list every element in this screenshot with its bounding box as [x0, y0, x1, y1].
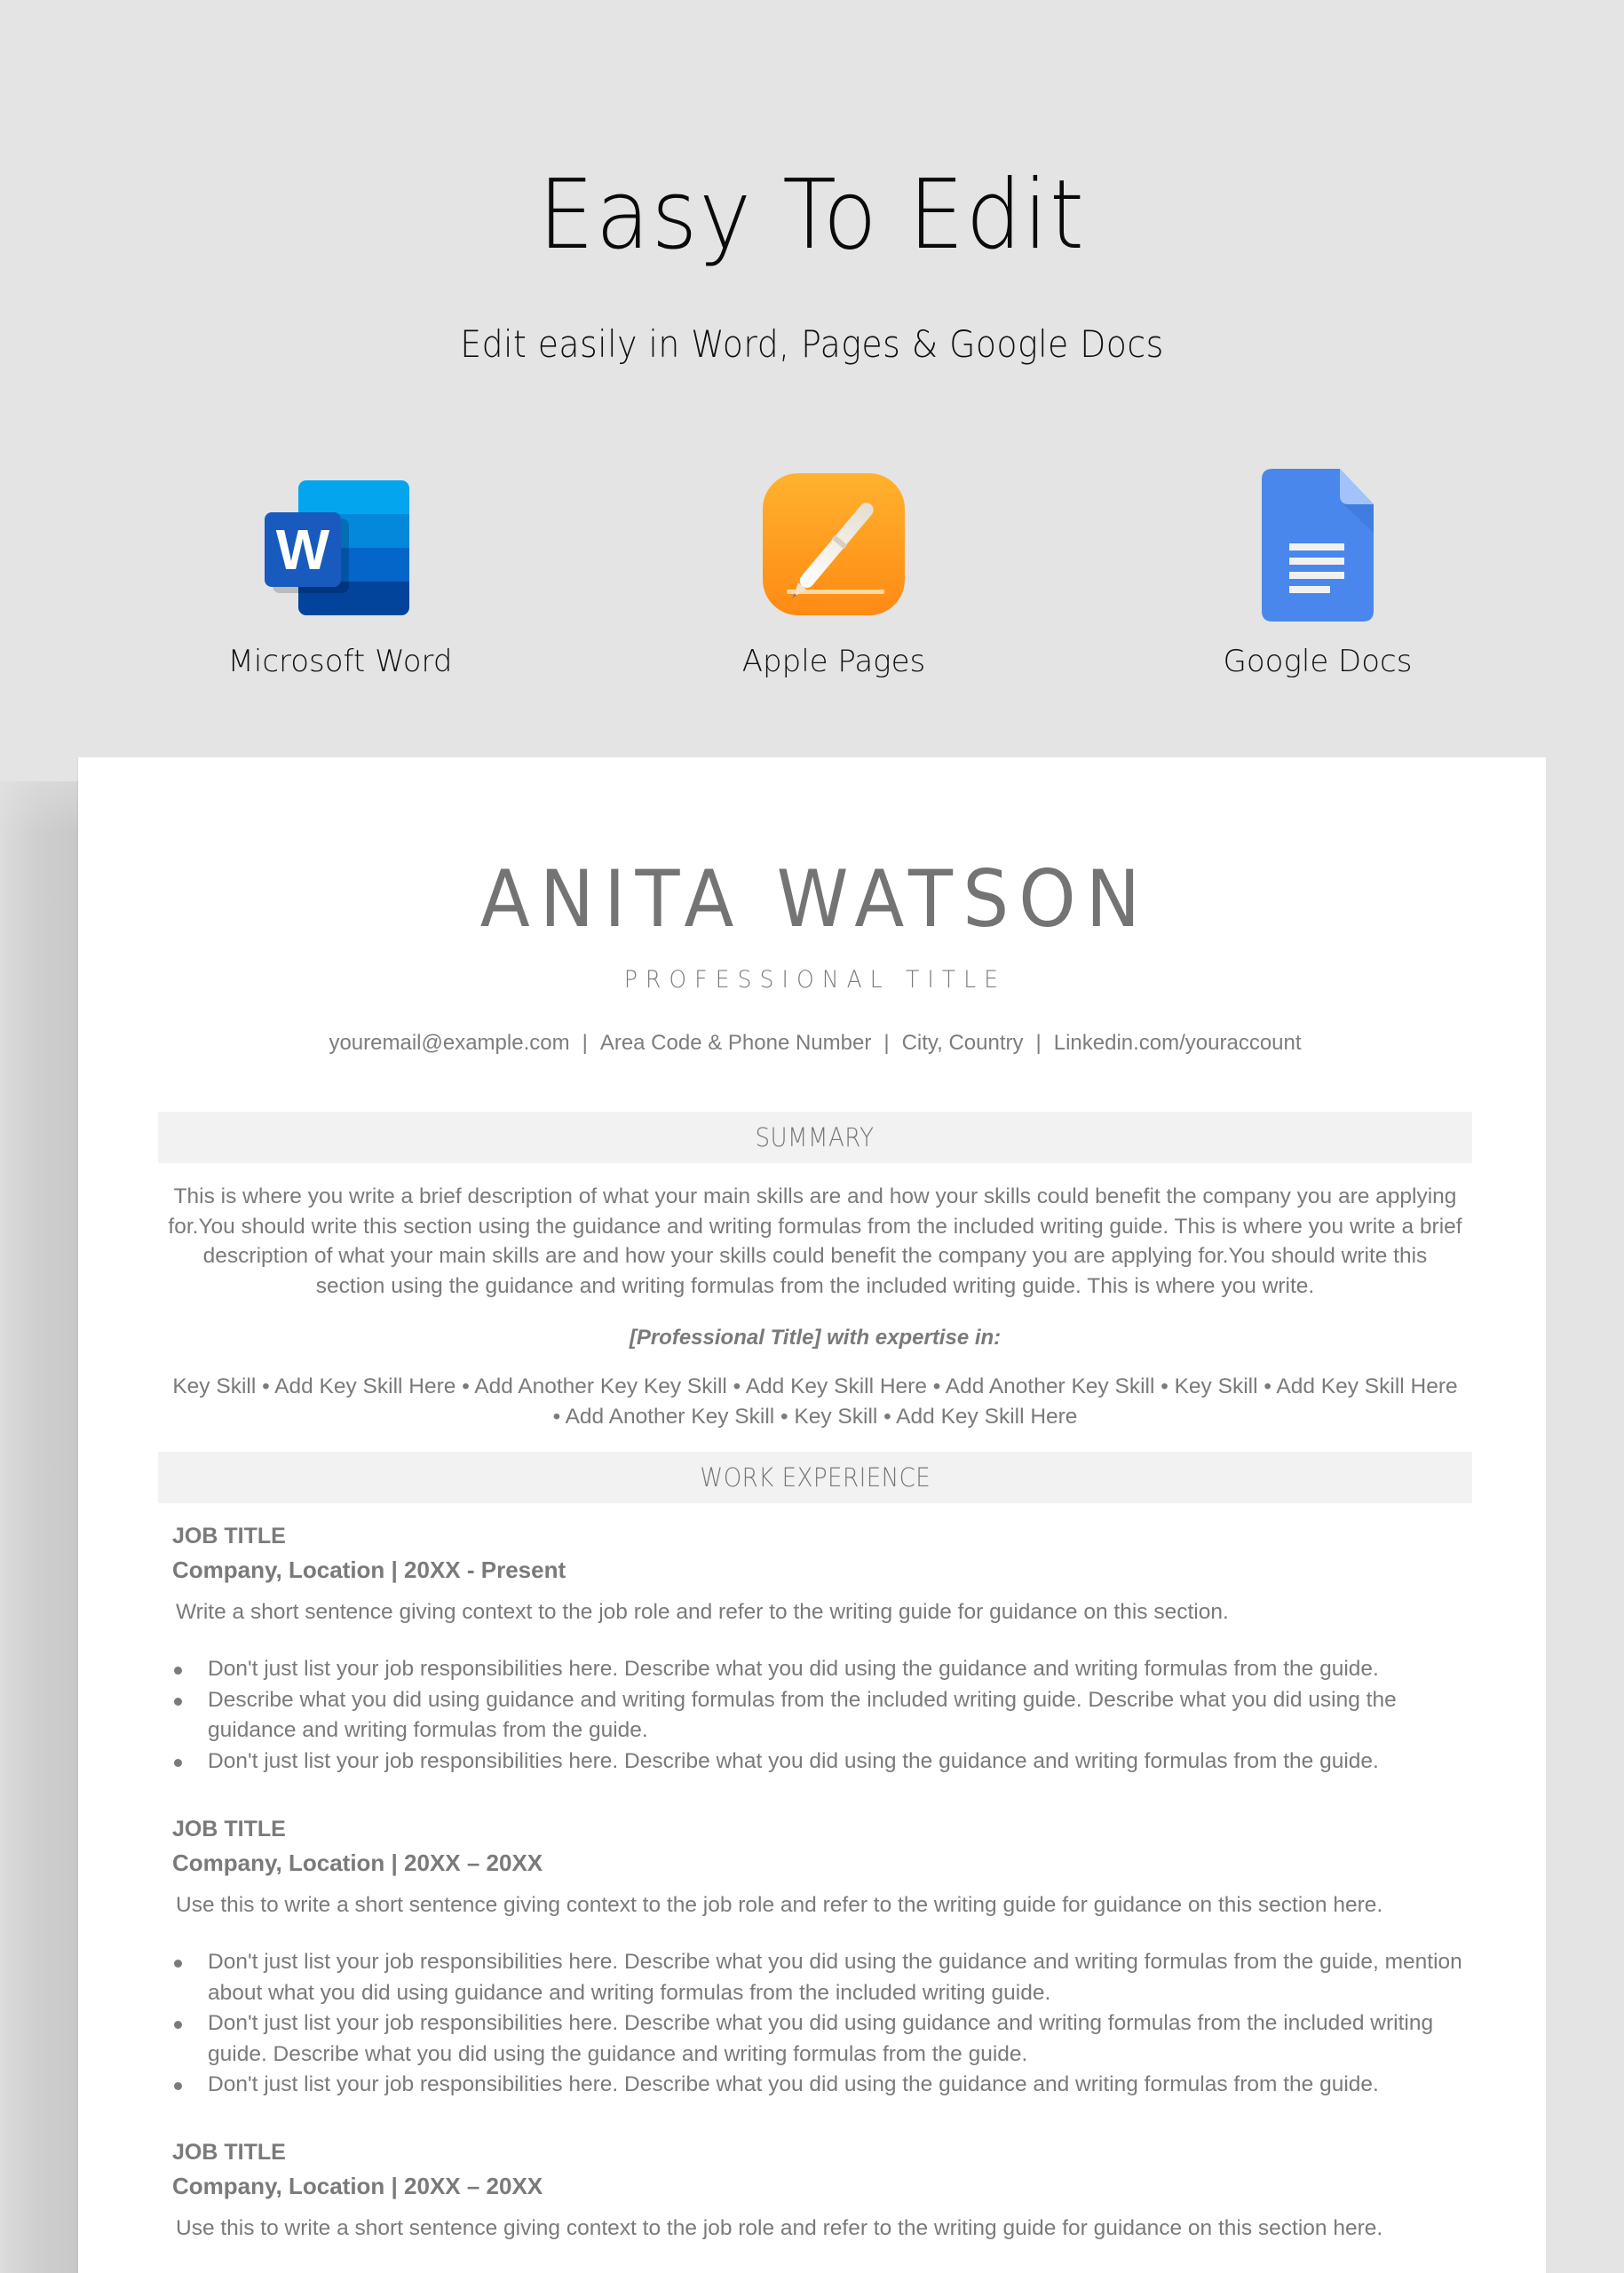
app-label: Microsoft Word — [227, 644, 453, 679]
expertise-label: [Professional Title] with expertise in: — [629, 1326, 1002, 1350]
paper-shadow — [0, 781, 89, 2273]
contact-phone: Area Code & Phone Number — [599, 1031, 872, 1055]
contact-location: City, Country — [901, 1031, 1024, 1055]
resume-page — [78, 757, 1546, 2273]
contact-email: youremail@example.com — [329, 1031, 570, 1055]
bullet-item: Don't just list your job responsibilities here. Describe what you did using the guidance and writing formulas from the guide. — [208, 1654, 1469, 1685]
job-title: JOB TITLE — [172, 1817, 286, 1841]
separator: | — [883, 1031, 890, 1055]
section-heading: WORK EXPERIENCE — [700, 1462, 931, 1493]
job-context: Use this to write a short sentence giving context to the job role and refer to the writing guide for guidance on this section here. — [176, 1893, 1383, 1917]
company-line: Company, Location | 20XX - Present — [172, 1556, 566, 1583]
section-header-work-experience — [158, 1452, 1472, 1503]
company-line: Company, Location | 20XX – 20XX — [172, 2173, 543, 2199]
contact-line — [158, 1028, 1472, 1058]
job-entry — [172, 1519, 1469, 1777]
job-context: Use this to write a short sentence giving context to the job role and refer to the writing guide for guidance on this section here. — [176, 2216, 1383, 2240]
resume-name: ANITA WATSON — [479, 853, 1151, 945]
section-heading: SUMMARY — [755, 1122, 875, 1152]
separator: | — [1035, 1031, 1042, 1055]
bullet-item: Don't just list your job responsibilities here. Describe what you did using the guidance and writing formulas from the guide, mention about what you did using guidance and writing formulas from the included writing guide. — [208, 1947, 1469, 2008]
hero-title: Easy To Edit — [538, 160, 1086, 271]
app-label: Apple Pages — [741, 644, 926, 679]
key-skills: Key Skill • Add Key Skill Here • Add Another Key Key Skill • Add Key Skill Here • Add Another Key Skill • Key Skill • Add Key Skill Here • Add Another Key Skill • Key Skill • Add Key Skill Here — [172, 1374, 1458, 1429]
job-entry — [172, 1812, 1469, 2101]
section-header-summary — [158, 1112, 1472, 1163]
contact-linkedin: Linkedin.com/youraccount — [1053, 1031, 1302, 1055]
google-docs-icon — [1260, 467, 1375, 626]
app-google-docs — [1158, 462, 1477, 682]
app-microsoft-word — [180, 462, 500, 682]
job-bullets — [172, 1947, 1469, 2101]
job-title: JOB TITLE — [172, 2140, 286, 2165]
job-context: Write a short sentence giving context to the job role and refer to the writing guide for guidance on this section. — [176, 1600, 1229, 1624]
job-title: JOB TITLE — [172, 1524, 286, 1548]
job-bullets — [172, 1654, 1469, 1777]
job-entry — [172, 2135, 1469, 2244]
microsoft-word-icon — [265, 473, 416, 619]
svg-text:W: W — [275, 518, 330, 582]
bullet-item: Don't just list your job responsibilities here. Describe what you did using the guidance and writing formulas from the guide. — [208, 2070, 1469, 2101]
separator: | — [582, 1031, 588, 1055]
bullet-item: Don't just list your job responsibilities here. Describe what you did using guidance and writing formulas from the included writing guide. Describe what you did using the guidance and writing formulas from the guide. — [208, 2008, 1469, 2070]
bullet-item: Don't just list your job responsibilities here. Describe what you did using the guidance and writing formulas from the guide. — [208, 1746, 1469, 1778]
app-apple-pages — [674, 462, 994, 682]
company-line: Company, Location | 20XX – 20XX — [172, 1849, 543, 1876]
summary-paragraph: This is where you write a brief description of what your main skills are and how your skills could benefit the company you are applying for.You should write this section using the guidance and writing formulas from the included writing guide. This is where you write a brief description of what your main skills are and how your skills could benefit the company you are applying for.You should write this section using the guidance and writing formulas from the included writing guide. This is where you write. — [168, 1184, 1462, 1298]
hero-subtitle: Edit easily in Word, Pages & Google Docs — [460, 322, 1164, 366]
bullet-item: Describe what you did using guidance and writing formulas from the included writing guide. Describe what you did using the guidance and writing formulas from the guide. — [208, 1685, 1469, 1746]
apple-pages-icon — [758, 469, 909, 623]
professional-title: PROFESSIONAL TITLE — [623, 966, 1007, 994]
app-label: Google Docs — [1223, 644, 1413, 679]
